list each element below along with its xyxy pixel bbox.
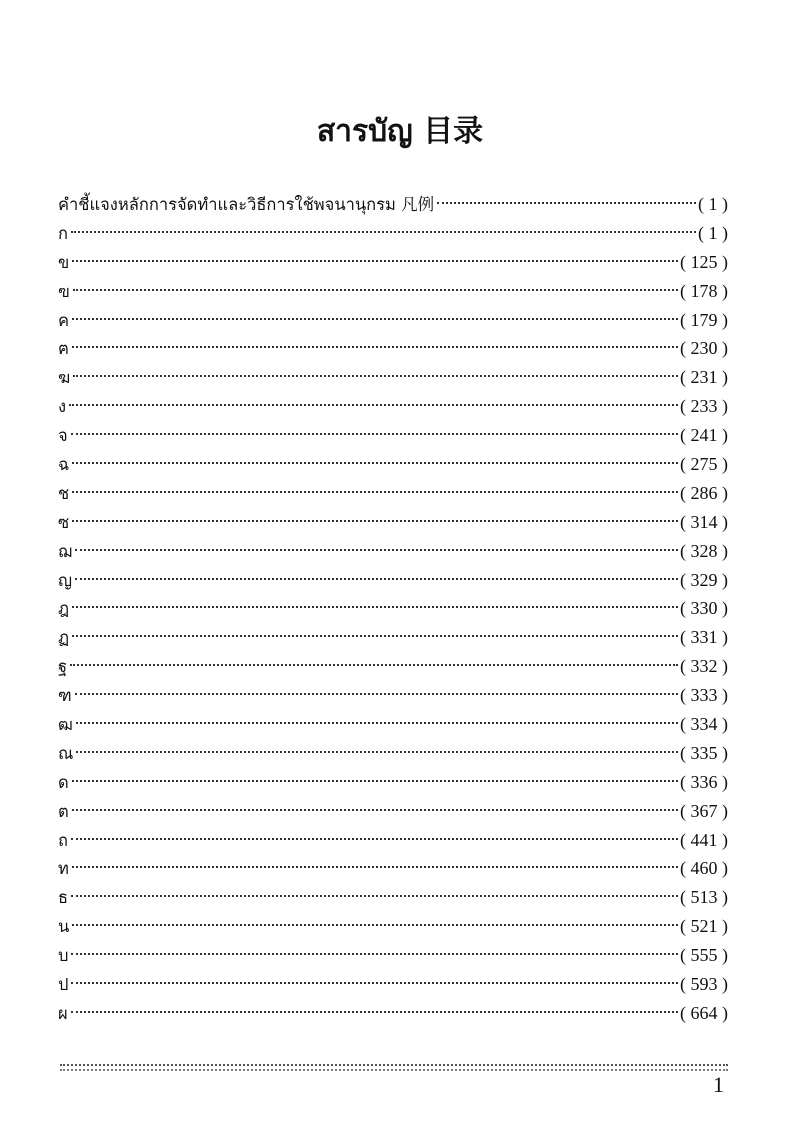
dot-leader	[72, 318, 678, 320]
toc-entry-label: ก	[58, 223, 68, 243]
toc-entry-label: น	[58, 917, 70, 937]
toc-entry-label: ซ	[58, 512, 70, 532]
dot-leader	[72, 520, 678, 522]
dot-leader	[73, 375, 678, 377]
toc-entry-label: ฉ	[58, 455, 70, 475]
toc-entry-page-number: ( 513 )	[680, 887, 728, 908]
toc-entry-page-number: ( 460 )	[680, 858, 728, 879]
dot-leader	[72, 260, 678, 262]
toc-entry[interactable]	[58, 681, 728, 710]
toc-entry-page-number: ( 179 )	[680, 309, 728, 330]
toc-entry-page-number: ( 314 )	[680, 511, 728, 532]
toc-entry-label: ฃ	[58, 281, 70, 301]
toc-entry[interactable]	[58, 248, 728, 277]
toc-entry[interactable]	[58, 594, 728, 623]
toc-entry-page-number: ( 593 )	[680, 974, 728, 995]
toc-entry-label: ณ	[58, 743, 74, 763]
toc-entry-label: ง	[58, 397, 67, 417]
toc-entry-label: ธ	[58, 888, 69, 908]
toc-entry-label: ช	[58, 483, 70, 503]
toc-entry-page-number: ( 125 )	[680, 251, 728, 272]
toc-entry[interactable]	[58, 566, 728, 595]
toc-entry[interactable]	[58, 508, 728, 537]
toc-entry[interactable]	[58, 826, 728, 855]
toc-entry-page-number: ( 664 )	[680, 1002, 728, 1023]
toc-entry-label: บ	[58, 946, 69, 966]
toc-entry-page-number: ( 335 )	[680, 742, 728, 763]
toc-entry-label: ฏ	[58, 628, 70, 648]
dot-leader	[72, 346, 678, 348]
toc-entry-label: ฒ	[58, 715, 73, 735]
toc-entry[interactable]	[58, 450, 728, 479]
toc-entry-page-number: ( 286 )	[680, 482, 728, 503]
toc-entry-label: ฆ	[58, 368, 71, 388]
toc-entry[interactable]	[58, 392, 728, 421]
dot-leader	[71, 231, 696, 233]
toc-entry[interactable]	[58, 190, 728, 219]
toc-entry[interactable]	[58, 854, 728, 883]
toc-entry-page-number: ( 521 )	[680, 916, 728, 937]
toc-entry-label: ข	[58, 252, 70, 272]
toc-entry-label: ผ	[58, 1003, 68, 1023]
toc-entry-page-number: ( 1 )	[698, 194, 728, 214]
toc-entry[interactable]	[58, 739, 728, 768]
toc-entry-label: ฌ	[58, 541, 73, 561]
dot-leader	[437, 202, 696, 204]
dot-leader	[71, 433, 678, 435]
toc-entry[interactable]	[58, 334, 728, 363]
toc-entry[interactable]	[58, 306, 728, 335]
dot-leader	[71, 982, 678, 984]
table-of-contents	[58, 190, 728, 1028]
toc-entry-page-number: ( 333 )	[680, 685, 728, 706]
toc-entry[interactable]	[58, 970, 728, 999]
dot-leader	[72, 606, 678, 608]
toc-entry-label: ต	[58, 801, 69, 821]
toc-entry-page-number: ( 241 )	[680, 425, 728, 446]
dot-leader	[73, 289, 678, 291]
toc-entry-page-number: ( 336 )	[680, 771, 728, 792]
dot-leader	[75, 549, 678, 551]
toc-entry-page-number: ( 330 )	[680, 598, 728, 619]
dot-leader	[70, 664, 678, 666]
dot-leader	[72, 809, 678, 811]
toc-entry-page-number: ( 328 )	[680, 540, 728, 561]
toc-entry-label: คำชี้แจงหลักการจัดทำและวิธีการใช้พจนานุกรม 凡例	[58, 195, 435, 214]
toc-entry[interactable]	[58, 623, 728, 652]
toc-entry-label: ด	[58, 772, 69, 792]
toc-entry[interactable]	[58, 941, 728, 970]
dot-leader	[71, 953, 678, 955]
dot-leader	[72, 462, 678, 464]
toc-entry-page-number: ( 178 )	[680, 280, 728, 301]
toc-entry[interactable]	[58, 797, 728, 826]
dot-leader	[72, 924, 678, 926]
toc-entry-label: ฐ	[58, 657, 68, 677]
footer-divider	[60, 1064, 728, 1066]
toc-entry[interactable]	[58, 219, 728, 248]
page-title: สารบัญ 目录	[316, 114, 484, 149]
toc-entry-label: ฅ	[58, 339, 70, 359]
toc-entry-page-number: ( 275 )	[680, 454, 728, 475]
toc-entry[interactable]	[58, 999, 728, 1028]
toc-entry-page-number: ( 367 )	[680, 800, 728, 821]
dot-leader	[69, 404, 678, 406]
dot-leader	[72, 635, 678, 637]
toc-entry[interactable]	[58, 652, 728, 681]
toc-entry-label: ท	[58, 859, 69, 879]
toc-entry-label: ถ	[58, 830, 68, 850]
toc-entry[interactable]	[58, 363, 728, 392]
toc-entry[interactable]	[58, 277, 728, 306]
toc-entry[interactable]	[58, 912, 728, 941]
toc-entry[interactable]	[58, 479, 728, 508]
footer-divider-secondary	[60, 1069, 728, 1071]
dot-leader	[75, 578, 678, 580]
toc-entry[interactable]	[58, 537, 728, 566]
toc-entry-label: ญ	[58, 570, 73, 590]
toc-entry-label: จ	[58, 426, 68, 446]
dot-leader	[75, 693, 678, 695]
toc-entry-page-number: ( 233 )	[680, 396, 728, 417]
toc-entry-page-number: ( 230 )	[680, 338, 728, 359]
toc-entry-label: ฎ	[58, 599, 70, 619]
dot-leader	[76, 751, 678, 753]
toc-entry[interactable]	[58, 421, 728, 450]
dot-leader	[71, 895, 678, 897]
toc-entry-label: ป	[58, 975, 69, 995]
page-number: 1	[713, 1072, 724, 1097]
dot-leader	[72, 491, 678, 493]
dot-leader	[71, 838, 678, 840]
dot-leader	[71, 1011, 678, 1013]
toc-entry-page-number: ( 331 )	[680, 627, 728, 648]
toc-entry-page-number: ( 334 )	[680, 714, 728, 735]
toc-entry-page-number: ( 441 )	[680, 829, 728, 850]
dot-leader	[72, 866, 678, 868]
toc-entry-label: ค	[58, 310, 70, 330]
toc-entry[interactable]	[58, 883, 728, 912]
toc-entry-page-number: ( 1 )	[698, 222, 728, 243]
toc-entry-page-number: ( 332 )	[680, 656, 728, 677]
toc-entry[interactable]	[58, 768, 728, 797]
dot-leader	[76, 722, 678, 724]
toc-entry-page-number: ( 555 )	[680, 945, 728, 966]
toc-entry-page-number: ( 231 )	[680, 367, 728, 388]
toc-entry[interactable]	[58, 710, 728, 739]
toc-entry-label: ฑ	[58, 686, 72, 706]
toc-entry-page-number: ( 329 )	[680, 569, 728, 590]
dot-leader	[72, 780, 678, 782]
